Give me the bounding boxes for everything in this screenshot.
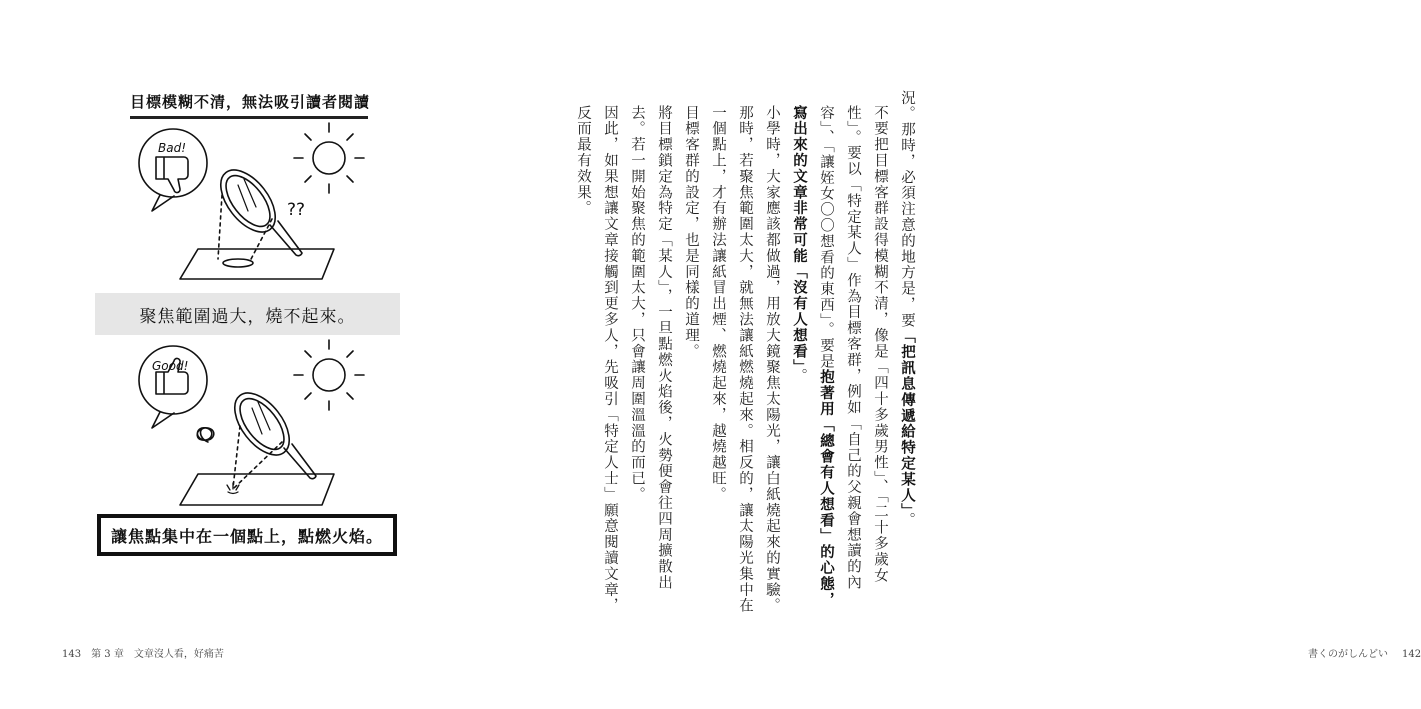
paragraph xyxy=(785,105,893,621)
right-page xyxy=(500,0,1421,709)
body-text-run: 。 xyxy=(899,512,915,528)
body-text-run: 小學時，大家應該都做過，用放大鏡聚焦太陽光，讓白紙燒起來的實驗。那時，若聚焦範圍太大，就無法讓紙燃燒起來。相反的，讓太陽光集中在一個點上，才有辦法讓紙冒出煙、燃燒起來，越燒越旺。 xyxy=(710,104,780,614)
sun-icon xyxy=(313,142,345,174)
caption-bad: 聚焦範圍過大，燒不起來。 xyxy=(95,293,400,335)
caption-good: 讓焦點集中在一個點上，點燃火焰。 xyxy=(97,514,397,556)
good-bubble xyxy=(139,346,207,414)
paper-sheet xyxy=(180,249,334,279)
emphasis-text: 「把訊息傳遞給特定某人」 xyxy=(899,328,915,513)
emphasis-text: 抱著用「總會有人想看」的心態，寫出來的文章非常可能「沒有人想看」 xyxy=(791,104,834,608)
question-marks: ?? xyxy=(287,200,306,220)
body-text-run: 目標客群的設定，也是同樣的道理。 xyxy=(683,104,699,359)
book-title: 書くのがしんどい xyxy=(1308,649,1388,660)
paragraph xyxy=(623,105,677,621)
right-page-number: 142 xyxy=(1402,649,1421,660)
paragraph xyxy=(893,90,920,620)
bad-illustration xyxy=(130,115,370,290)
paragraph xyxy=(704,105,785,621)
body-text-run: 將目標鎖定為特定「某人」，一旦點燃火焰後，火勢便會往四周擴散出去。若一開始聚焦的範圍太大，只會讓周圍溫溫的而已。 xyxy=(629,104,672,591)
good-label: Good! xyxy=(152,359,189,373)
body-text-run: 況。那時，必須注意的地方是，要 xyxy=(899,90,915,329)
left-page-number: 143 xyxy=(62,649,82,660)
figure-title: 目標模糊不清，無法吸引讀者閱讀 xyxy=(130,91,368,119)
left-footer xyxy=(62,645,224,660)
right-footer xyxy=(1308,645,1421,660)
body-text-run: 因此，如果想讓文章接觸到更多人，先吸引「特定人士」願意閱讀文章，反而最有效果。 xyxy=(575,104,618,614)
chapter-title: 第 3 章 文章沒人看，好痛苦 xyxy=(91,649,224,660)
spark-spiral-icon xyxy=(197,428,214,442)
good-illustration xyxy=(130,342,370,512)
body-text xyxy=(569,90,920,620)
paragraph xyxy=(677,105,704,621)
left-page xyxy=(0,0,500,709)
sun-icon xyxy=(313,359,345,391)
bad-label: Bad! xyxy=(158,141,187,155)
paragraph xyxy=(569,105,623,621)
body-text-run: 不要把目標客群設得模糊不清，像是「四十多歲男性」、「二十多歲女性」。要以「特定某人」作為目標客群，例如「自己的父親會想讀的內容」、「讓姪女〇〇想看的東西」。要是 xyxy=(818,104,888,591)
magnifier-icon xyxy=(224,383,316,478)
body-text-run: 。 xyxy=(791,367,807,384)
